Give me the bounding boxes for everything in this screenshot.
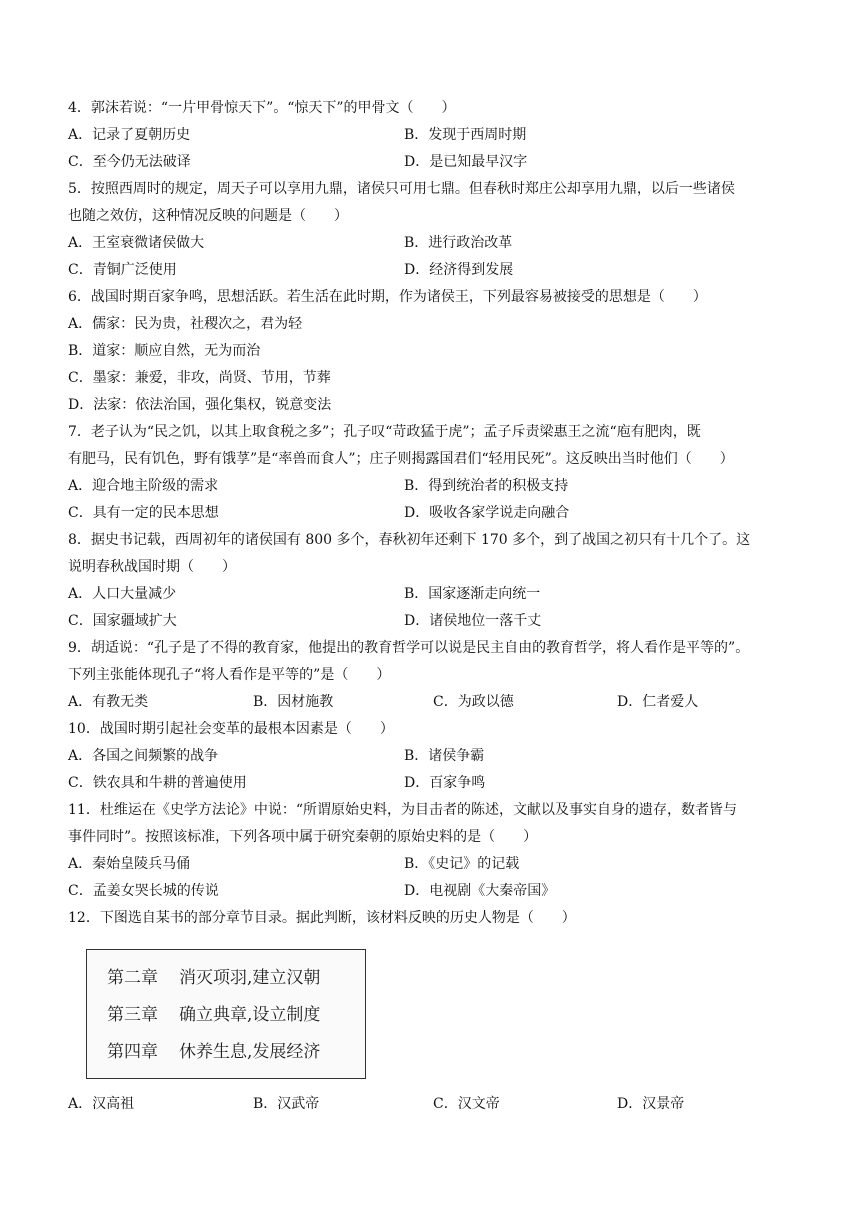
question-8-option-c: C．国家疆域扩大: [68, 613, 177, 629]
question-5-option-d: D．经济得到发展: [404, 262, 514, 278]
question-5-stem-line-1: 5．按照西周时的规定，周天子可以享用九鼎，诸侯只可用七鼎。但春秋时郑庄公却享用九鼎，以后一些诸侯: [68, 181, 735, 197]
figure-chapter-label: 第三章: [107, 1005, 158, 1025]
figure-chapter-label: 第二章: [107, 968, 158, 988]
question-7-option-c: C．具有一定的民本思想: [68, 505, 219, 521]
question-8-option-d: D．诸侯地位一落千丈: [404, 613, 542, 629]
question-6-option-b: B．道家：顺应自然，无为而治: [68, 343, 261, 359]
question-12-option-b: B．汉武帝: [253, 1096, 320, 1112]
question-12-option-a: A．汉高祖: [68, 1096, 135, 1112]
question-11-option-d: D．电视剧《大秦帝国》: [404, 883, 556, 899]
figure-chapter-title: 消灭项羽,建立汉朝: [179, 968, 321, 988]
question-11-stem-line-1: 11．杜维运在《史学方法论》中说：“所谓原始史料，为目击者的陈述，文献以及事实自身的遗存，数者皆与: [68, 802, 737, 818]
question-12-stem: 12．下图选自某书的部分章节目录。据此判断，该材料反映的历史人物是（ ）: [68, 910, 576, 926]
question-7-stem-line-2: 有肥马，民有饥色，野有饿莩”是“率兽而食人”；庄子则揭露国君们“轻用民死”。这反映出当时他们（ ）: [68, 451, 734, 467]
question-9-option-c: C．为政以德: [433, 694, 514, 710]
question-11-stem-line-2: 事件同时”。按照该标准，下列各项中属于研究秦朝的原始史料的是（ ）: [68, 829, 538, 845]
question-4-option-a: A．记录了夏朝历史: [68, 127, 191, 143]
chapter-table-of-contents-figure: [86, 949, 366, 1079]
question-5-option-c: C．青铜广泛使用: [68, 262, 177, 278]
question-8-stem-line-2: 说明春秋战国时期（ ）: [68, 559, 236, 575]
question-6-stem: 6．战国时期百家争鸣，思想活跃。若生活在此时期，作为诸侯王，下列最容易被接受的思想是（ ）: [68, 289, 707, 305]
question-8-option-b: B．国家逐渐走向统一: [404, 586, 541, 602]
question-7-option-b: B．得到统治者的积极支持: [404, 478, 569, 494]
figure-chapter-title: 休养生息,发展经济: [179, 1042, 321, 1062]
figure-chapter-title: 确立典章,设立制度: [179, 1005, 321, 1025]
question-6-option-a: A．儒家：民为贵，社稷次之，君为轻: [68, 316, 303, 332]
question-5-option-b: B．进行政治改革: [404, 235, 513, 251]
question-4-stem: 4．郭沫若说：“一片甲骨惊天下”。“惊天下”的甲骨文（ ）: [68, 100, 456, 116]
figure-chapter-label: 第四章: [107, 1042, 158, 1062]
question-5-option-a: A．王室衰微诸侯做大: [68, 235, 205, 251]
question-12-option-c: C．汉文帝: [433, 1096, 500, 1112]
question-4-option-d: D．是已知最早汉字: [404, 154, 528, 170]
figure-row-1: [107, 967, 320, 989]
question-9-stem-line-2: 下列主张能体现孔子“将人看作是平等的”是（ ）: [68, 667, 391, 683]
question-7-option-a: A．迎合地主阶级的需求: [68, 478, 219, 494]
question-10-stem: 10．战国时期引起社会变革的最根本因素是（ ）: [68, 721, 394, 737]
question-11-option-c: C．孟姜女哭长城的传说: [68, 883, 219, 899]
question-4-option-b: B．发现于西周时期: [404, 127, 527, 143]
question-12-option-d: D．汉景帝: [617, 1096, 685, 1112]
question-7-option-d: D．吸收各家学说走向融合: [404, 505, 570, 521]
question-10-option-b: B．诸侯争霸: [404, 748, 485, 764]
question-11-option-b: B．《史记》的记载: [404, 856, 520, 872]
question-10-option-c: C．铁农具和牛耕的普遍使用: [68, 775, 247, 791]
question-6-option-c: C．墨家：兼爱，非攻，尚贤、节用，节葬: [68, 370, 331, 386]
figure-row-3: [107, 1041, 320, 1063]
question-4-option-c: C．至今仍无法破译: [68, 154, 191, 170]
question-9-option-b: B．因材施教: [253, 694, 334, 710]
figure-row-2: [107, 1004, 320, 1026]
question-6-option-d: D．法家：依法治国，强化集权，锐意变法: [68, 397, 332, 413]
question-8-stem-line-1: 8．据史书记载，西周初年的诸侯国有 800 多个，春秋初年还剩下 170 多个，到了战国之初只有十几个了。这: [68, 532, 751, 548]
question-7-stem-line-1: 7．老子认为“民之饥，以其上取食税之多”；孔子叹“苛政猛于虎”；孟子斥责梁惠王之流“庖有肥肉，既: [68, 424, 701, 440]
question-10-option-d: D．百家争鸣: [404, 775, 486, 791]
question-5-stem-line-2: 也随之效仿，这种情况反映的问题是（ ）: [68, 208, 348, 224]
question-9-stem-line-1: 9．胡适说：“孔子是了不得的教育家，他提出的教育哲学可以说是民主自由的教育哲学，将人看作是平等的”。: [68, 640, 750, 656]
question-8-option-a: A．人口大量减少: [68, 586, 177, 602]
question-10-option-a: A．各国之间频繁的战争: [68, 748, 219, 764]
question-9-option-d: D．仁者爱人: [617, 694, 699, 710]
question-9-option-a: A．有教无类: [68, 694, 149, 710]
question-11-option-a: A．秦始皇陵兵马俑: [68, 856, 191, 872]
